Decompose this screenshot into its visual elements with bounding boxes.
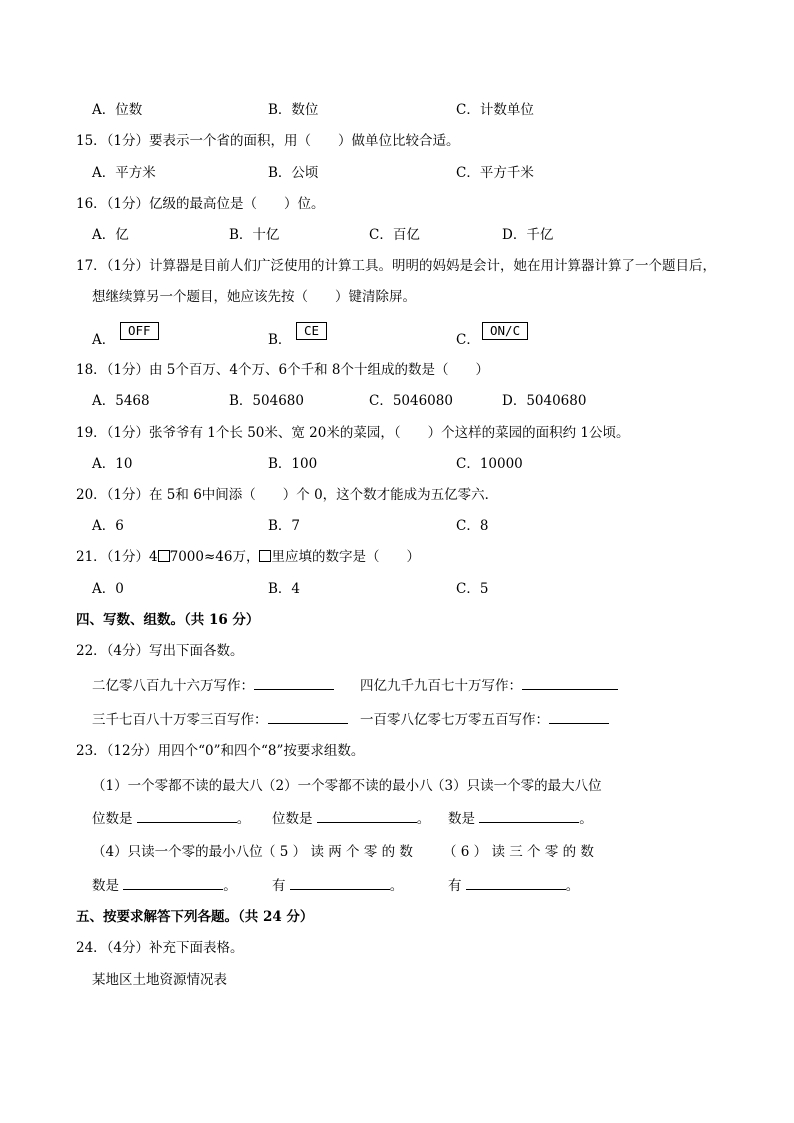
q24-stem: 24．（4分）补充下面表格。 bbox=[76, 940, 244, 956]
q21-stem-post2: 里应填的数字是（ ） bbox=[271, 549, 420, 565]
q21-stem bbox=[76, 548, 420, 566]
q23-part3-label: 数是 bbox=[448, 811, 475, 827]
q23-part2-line1: （2）一个零都不读的最小八 bbox=[262, 778, 433, 794]
period: 。 bbox=[223, 878, 237, 894]
blank-square-icon bbox=[158, 550, 170, 562]
q22-stem: 22．（4分）写出下面各数。 bbox=[76, 643, 244, 659]
q23-part6-line2 bbox=[448, 875, 579, 895]
q16-option-c: C．百亿 bbox=[369, 227, 420, 243]
q17-option-a-letter: A． bbox=[92, 332, 116, 348]
q15-option-b: B．公顷 bbox=[268, 165, 319, 181]
q23-part4-line1: （4）只读一个零的最小八位 bbox=[92, 844, 263, 860]
q15-option-c: C．平方千米 bbox=[456, 165, 534, 181]
q22-item4-label: 一百零八亿零七万零五百写作： bbox=[360, 712, 549, 728]
q20-option-a: A．6 bbox=[92, 518, 124, 534]
q16-stem: 16．（1分）亿级的最高位是（ ）位。 bbox=[76, 196, 325, 212]
q18-option-c: C．5046080 bbox=[369, 393, 453, 409]
q19-stem: 19．（1分）张爷爷有 1个长 50米、宽 20米的菜园，（ ）个这样的菜园的面积约 1公顷。 bbox=[76, 425, 630, 441]
q19-option-a: A．10 bbox=[92, 456, 133, 472]
q23-part5-line1: （ 5 ） 读 两 个 零 的 数 bbox=[262, 844, 413, 860]
q23-part5-label: 有 bbox=[272, 878, 286, 894]
q23-part4-line2 bbox=[92, 875, 237, 895]
q15-stem: 15．（1分）要表示一个省的面积，用（ ）做单位比较合适。 bbox=[76, 133, 460, 149]
q15-option-a: A．平方米 bbox=[92, 165, 156, 181]
q23-part6-label: 有 bbox=[448, 878, 462, 894]
q22-item2-label: 四亿九千九百七十万写作： bbox=[360, 678, 522, 694]
answer-blank[interactable] bbox=[479, 808, 579, 823]
off-key-icon: OFF bbox=[120, 322, 159, 340]
period: 。 bbox=[579, 811, 593, 827]
q22-item1-label: 二亿零八百九十六万写作： bbox=[92, 678, 254, 694]
section-5-title: 五、按要求解答下列各题。（共 24 分） bbox=[76, 909, 314, 925]
q17-stem-line2: 想继续算另一个题目，她应该先按（ ）键清除屏。 bbox=[92, 289, 416, 305]
q14-option-c: C．计数单位 bbox=[456, 102, 534, 118]
period: 。 bbox=[416, 811, 431, 827]
q19-option-c: C．10000 bbox=[456, 456, 523, 472]
q16-option-b: B．十亿 bbox=[229, 227, 280, 243]
period: 。 bbox=[565, 878, 580, 894]
q24-table-title: 某地区土地资源情况表 bbox=[92, 972, 227, 988]
q23-stem: 23．（12分）用四个“0”和四个“8”按要求组数。 bbox=[76, 743, 365, 759]
q14-option-b: B．数位 bbox=[268, 102, 319, 118]
answer-blank[interactable] bbox=[123, 875, 223, 890]
on-c-key-icon: ON/C bbox=[482, 322, 528, 340]
q23-part1-line1: （1）一个零都不读的最大八 bbox=[92, 778, 263, 794]
answer-blank[interactable] bbox=[522, 675, 618, 690]
q21-stem-pre: 21．（1分）4 bbox=[76, 549, 158, 565]
q21-stem-post: 7000≈46万， bbox=[169, 549, 260, 565]
answer-blank[interactable] bbox=[137, 808, 237, 823]
q21-option-c: C．5 bbox=[456, 581, 489, 597]
blank-square-icon bbox=[259, 550, 271, 562]
q22-item2 bbox=[360, 675, 618, 695]
q16-option-d: D．千亿 bbox=[502, 227, 554, 243]
ce-key-icon: CE bbox=[296, 322, 327, 340]
q21-option-b: B．4 bbox=[268, 581, 301, 597]
q20-option-c: C．8 bbox=[456, 518, 489, 534]
answer-blank[interactable] bbox=[317, 808, 417, 823]
q20-stem: 20．（1分）在 5和 6中间添（ ）个 0，这个数才能成为五亿零六． bbox=[76, 487, 499, 503]
q22-item3 bbox=[92, 709, 348, 729]
q20-option-b: B．7 bbox=[268, 518, 301, 534]
answer-blank[interactable] bbox=[254, 675, 334, 690]
q23-part1-line2 bbox=[92, 808, 250, 828]
q23-part4-label: 数是 bbox=[92, 878, 119, 894]
period: 。 bbox=[389, 878, 404, 894]
q21-option-a: A．0 bbox=[92, 581, 124, 597]
q23-part1-label: 位数是 bbox=[92, 811, 133, 827]
q17-option-b-letter: B． bbox=[268, 332, 292, 348]
q17-stem-line1: 17．（1分）计算器是目前人们广泛使用的计算工具。明明的妈妈是会计，她在用计算器计算了一个题目后， bbox=[76, 258, 717, 274]
q17-option-c-letter: C． bbox=[456, 332, 480, 348]
q23-part5-line2 bbox=[272, 875, 403, 895]
q22-item1 bbox=[92, 675, 334, 695]
section-4-title: 四、写数、组数。（共 16 分） bbox=[76, 612, 260, 628]
q23-part3-line1: （3）只读一个零的最大八位 bbox=[431, 778, 602, 794]
q23-part6-line1: （ 6 ） 读 三 个 零 的 数 bbox=[443, 844, 594, 860]
q19-option-b: B．100 bbox=[268, 456, 318, 472]
q22-item4 bbox=[360, 709, 609, 729]
q23-part3-line2 bbox=[448, 808, 593, 828]
period: 。 bbox=[236, 811, 251, 827]
answer-blank[interactable] bbox=[466, 875, 566, 890]
q22-item3-label: 三千七百八十万零三百写作： bbox=[92, 712, 268, 728]
q18-option-b: B．504680 bbox=[229, 393, 304, 409]
q23-part2-label: 位数是 bbox=[272, 811, 313, 827]
q18-option-a: A．5468 bbox=[92, 393, 150, 409]
answer-blank[interactable] bbox=[268, 709, 348, 724]
q16-option-a: A．亿 bbox=[92, 227, 129, 243]
q18-option-d: D．5040680 bbox=[502, 393, 587, 409]
q14-option-a: A．位数 bbox=[92, 102, 143, 118]
q18-stem: 18．（1分）由 5个百万、4个万、6个千和 8个十组成的数是（ ） bbox=[76, 362, 489, 378]
answer-blank[interactable] bbox=[549, 709, 609, 724]
q23-part2-line2 bbox=[272, 808, 430, 828]
answer-blank[interactable] bbox=[290, 875, 390, 890]
